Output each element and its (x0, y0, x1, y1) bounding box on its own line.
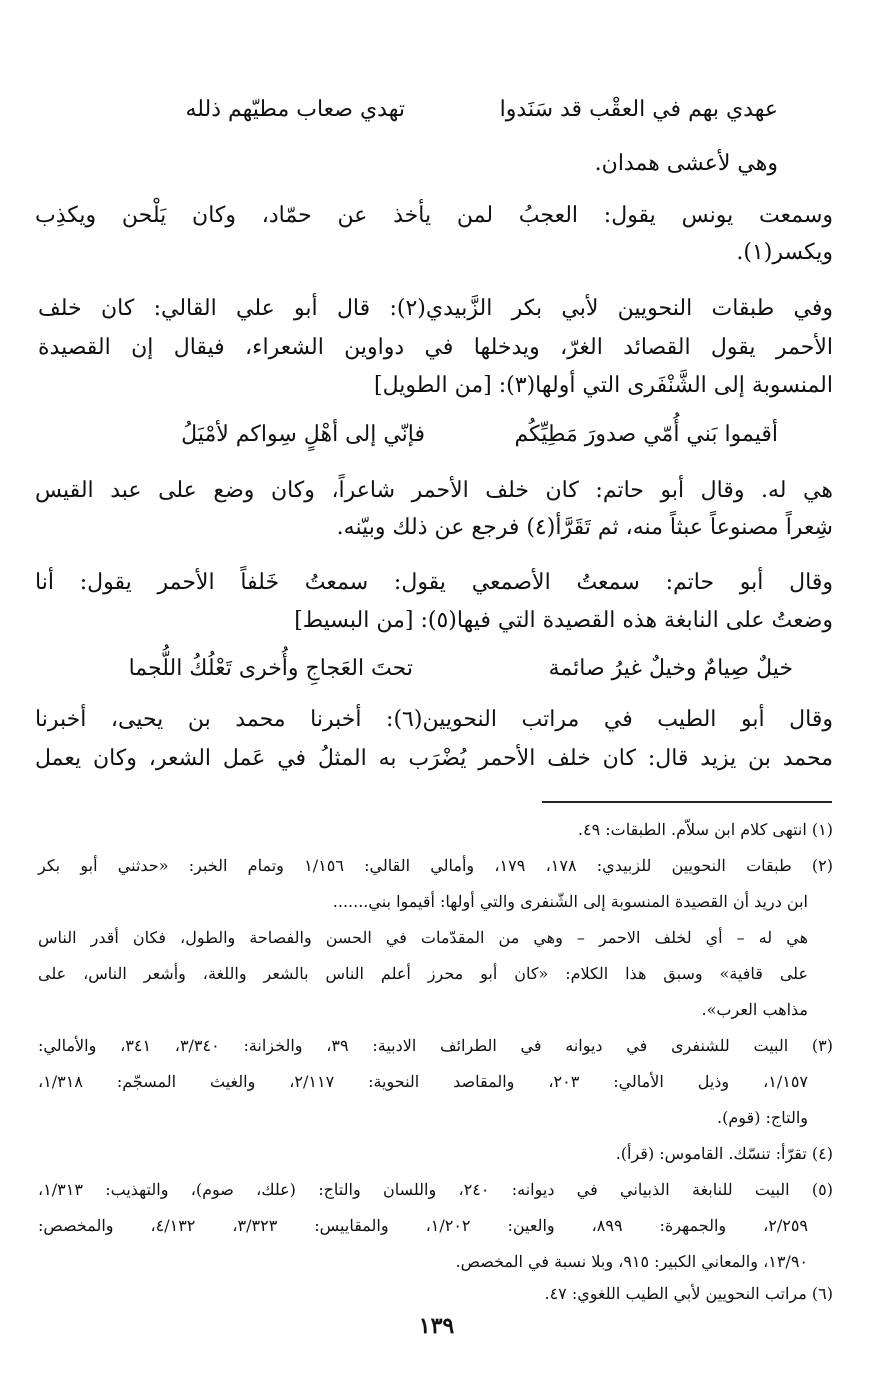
paragraph-hatim1-line: شِعراً مصنوعاً عبثاً منه، ثم تَقَرَّأ(٤) فرجع عن ذلك وبيّنه. (336, 515, 833, 540)
footnote-line: (٥) البيت للنابغة الذبياني في ديوانه: ٢٤٠، واللسان والتاج: (علك، صوم)، والتهذيب: ١/٣١٣، (38, 1180, 833, 1199)
paragraph-hatim1-line: هي له. وقال أبو حاتم: كان خلف الأحمر شاعراً، وكان وضع على عبد القيس (35, 478, 833, 503)
footnote-line: والتاج: (قوم). (717, 1108, 808, 1127)
footnote-line: ١/١٥٧، وذيل الأمالي: ٢٠٣، والمقاصد النحوية: ٢/١١٧، والغيث المسجّم: ١/٣١٨، (38, 1072, 809, 1091)
footnote-line: مذاهب العرب». (701, 1000, 808, 1019)
verse2-left: فإنّي إلى أهْلٍ سِواكم لأمْيَلُ (181, 422, 425, 447)
paragraph-tayyib-line: وقال أبو الطيب في مراتب النحويين(٦): أخبرنا محمد بن يحيى، أخبرنا (35, 707, 833, 732)
paragraph-hatim2-line: وضعتُ على النابغة هذه القصيدة التي فيها(٥): [من البسيط] (294, 608, 833, 633)
footnote-line: (٣) البيت للشنفرى في ديوانه في الطرائف الادبية: ٣٩، والخزانة: ٣/٣٤٠، ٣٤١، والأمالي: (38, 1036, 833, 1055)
paragraph-hamdan: وهي لأعشى همدان. (594, 151, 778, 176)
footnote-line: (٢) طبقات النحويين للزبيدي: ١٧٨، ١٧٩، وأمالي القالي: ١/١٥٦ وتمام الخبر: «حدثني أبو بكر (38, 856, 834, 875)
paragraph-yunus-line: وسمعت يونس يقول: العجبُ لمن يأخذ عن حمّاد، وكان يَلْحن ويكذِب (35, 203, 833, 228)
footnote-line: هي له – أي لخلف الاحمر – وهي من المقدّمات في الحسن والفصاحة والطول، فكان أقدر الناس (38, 928, 808, 947)
footnote-line: ٢/٢٥٩، والجمهرة: ٨٩٩، والعين: ١/٢٠٢، والمقاييس: ٣/٣٢٣، ٤/١٣٢، والمخصص: (38, 1216, 809, 1235)
paragraph-tabaqat-line: الأحمر يقول القصائد الغرّ، ويدخلها في دواوين الشعراء، فيقال إن القصيدة (38, 335, 833, 360)
footnote-line: (٦) مراتب النحويين لأبي الطيب اللغوي: ٤٧. (544, 1284, 833, 1303)
footnote-line: (٤) تقرّأ: تنسّك. القاموس: (قرأ). (615, 1144, 833, 1163)
footnote-line: ١٣/٩٠، والمعاني الكبير: ٩١٥، وبلا نسبة في المخصص. (455, 1252, 808, 1271)
paragraph-tabaqat-line: وفي طبقات النحويين لأبي بكر الزَّبيدي(٢): قال أبو علي القالي: كان خلف (38, 296, 833, 321)
paragraph-tabaqat-line: المنسوبة إلى الشَّنْفَرى التي أولها(٣): [من الطويل] (374, 373, 833, 398)
verse3-left: تحتَ العَجاجِ وأُخرى تَعْلُكُ اللُّجما (128, 656, 413, 681)
page-number: ١٣٩ (418, 1313, 455, 1339)
footnote-line: على قافية» وسبق هذا الكلام: «كان أبو محرز أعلم الناس بالشعر واللغة، وأشعر الناس، على (38, 964, 808, 983)
paragraph-hatim2-line: وقال أبو حاتم: سمعتُ الأصمعي يقول: سمعتُ خَلفاً الأحمر يقول: أنا (35, 570, 833, 595)
verse3-right: خيلٌ صِيامٌ وخيلٌ غيرُ صائمة (548, 656, 793, 681)
paragraph-yunus-line: ويكسر(١). (736, 240, 833, 265)
verse1-right: عهدي بهم في العقْب قد سَنَدوا (499, 97, 778, 122)
paragraph-tayyib-line: محمد بن يزيد قال: كان خلف الأحمر يُضْرَب به المثلُ في عَمل الشعر، وكان يعمل (35, 746, 833, 771)
footnote-line: (١) انتهى كلام ابن سلاّم. الطبقات: ٤٩. (577, 820, 833, 839)
verse2-right: أقيموا بَني أُمّي صدورَ مَطِيِّكُم (514, 422, 778, 447)
footnote-line: ابن دريد أن القصيدة المنسوبة إلى الشّنفرى والتي أولها: أقيموا بني....... (332, 892, 808, 911)
verse1-left: تهدي صعاب مطيّهم ذلله (185, 97, 405, 122)
footnote-separator (542, 801, 832, 803)
